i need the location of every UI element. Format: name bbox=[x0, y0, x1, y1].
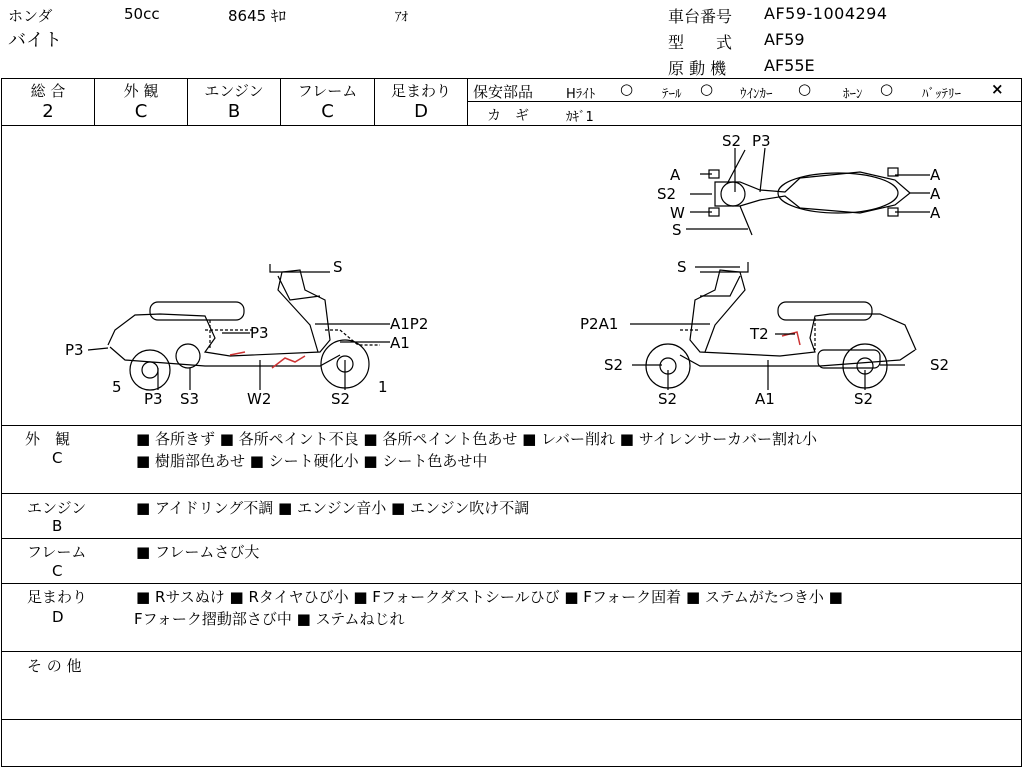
grade-label-engine: エンジン bbox=[204, 82, 264, 100]
divider bbox=[1, 583, 1022, 584]
divider bbox=[1, 425, 1022, 426]
remark-line: ■ Rサスぬけ ■ Rタイヤひび小 ■ Fフォークダストシールひび ■ Fフォーク固着 ■ ステムがたつき小 ■ bbox=[136, 588, 843, 606]
type-value: AF59 bbox=[764, 30, 805, 49]
remark-line: ■ 樹脂部色あせ ■ シート硬化小 ■ シート色あせ中 bbox=[136, 452, 488, 470]
diagram-label: S3 bbox=[180, 390, 200, 408]
safety-item-battery: ﾊﾞｯﾃﾘｰ bbox=[922, 87, 961, 102]
diagram-label: T2 bbox=[750, 325, 769, 343]
engine-label: 原 動 機 bbox=[668, 59, 727, 78]
type-label: 型 式 bbox=[668, 33, 733, 52]
grade-value-suspension: D bbox=[414, 101, 428, 122]
diagram-label: S bbox=[672, 221, 682, 239]
diagram-label: A1P2 bbox=[390, 315, 429, 333]
scooter-diagram bbox=[0, 126, 1024, 424]
mileage: 8645 ｷﾛ bbox=[228, 7, 286, 25]
remark-label-frame: フレーム bbox=[27, 543, 87, 561]
remark-line: Fフォーク摺動部さび中 ■ ステムねじれ bbox=[134, 610, 405, 628]
grade-value-frame: C bbox=[321, 101, 334, 122]
engine-value: AF55E bbox=[764, 56, 815, 75]
grade-value-exterior: C bbox=[134, 101, 148, 122]
remark-label-suspension: 足まわり bbox=[27, 588, 88, 606]
safety-mark-winker: ○ bbox=[798, 80, 812, 98]
safety-mark-headlight: ○ bbox=[620, 80, 634, 98]
remark-label-engine: エンジン bbox=[27, 499, 87, 517]
left-side-scooter bbox=[88, 264, 390, 390]
divider bbox=[1, 651, 1022, 652]
remark-grade-frame: C bbox=[52, 562, 63, 580]
diagram-label: P2A1 bbox=[580, 315, 619, 333]
frame-no-label: 車台番号 bbox=[668, 7, 733, 26]
divider bbox=[1, 493, 1022, 494]
frame-no: AF59-1004294 bbox=[764, 4, 888, 23]
diagram-label: A1 bbox=[390, 334, 410, 352]
key-label: カ ギ bbox=[487, 108, 529, 124]
remark-label-exterior: 外 観 bbox=[25, 430, 71, 448]
safety-item-winker: ｳｲﾝｶｰ bbox=[740, 87, 773, 102]
diagram-label: 5 bbox=[112, 378, 122, 396]
remark-label-other: そ の 他 bbox=[27, 657, 82, 675]
remark-grade-exterior: C bbox=[52, 449, 63, 467]
top-view-scooter bbox=[686, 148, 930, 235]
divider bbox=[467, 78, 468, 125]
grade-label-overall: 総 合 bbox=[30, 82, 66, 100]
diagram-label: S2 bbox=[854, 390, 874, 408]
diagram-label: S2 bbox=[604, 356, 624, 374]
safety-mark-tail: ○ bbox=[700, 80, 714, 98]
diagram-label: W2 bbox=[247, 390, 272, 408]
color: ｱｵ bbox=[395, 10, 408, 25]
diagram-label: S2 bbox=[657, 185, 677, 203]
maker: ホンダ bbox=[8, 7, 53, 25]
diagram-label: P3 bbox=[752, 132, 771, 150]
grade-label-frame: フレーム bbox=[297, 82, 358, 100]
remark-grade-suspension: D bbox=[52, 608, 64, 626]
diagram-label: A bbox=[670, 166, 681, 184]
model-name: バイト bbox=[8, 30, 62, 51]
safety-item-tail: ﾃｰﾙ bbox=[662, 87, 682, 102]
divider bbox=[1, 719, 1022, 720]
remark-line: ■ 各所きず ■ 各所ペイント不良 ■ 各所ペイント色あせ ■ レバー削れ ■ サイレンサーカバー割れ小 bbox=[136, 430, 818, 448]
diagram-label: S2 bbox=[722, 132, 742, 150]
diagram-label: A bbox=[930, 204, 941, 222]
diagram-label: S2 bbox=[331, 390, 351, 408]
diagram-label: 1 bbox=[378, 378, 388, 396]
diagram-label: A bbox=[930, 166, 941, 184]
diagram-label: A1 bbox=[755, 390, 775, 408]
safety-item-headlight: Hﾗｲﾄ bbox=[566, 87, 596, 102]
safety-label: 保安部品 bbox=[473, 83, 534, 101]
diagram-label: A bbox=[930, 185, 941, 203]
right-side-scooter bbox=[630, 262, 916, 390]
grade-value-overall: 2 bbox=[42, 101, 54, 122]
diagram-label: S bbox=[677, 258, 687, 276]
diagram-label: P3 bbox=[144, 390, 163, 408]
diagram-label: S bbox=[333, 258, 343, 276]
key-value: ｶｷﾞ1 bbox=[566, 110, 594, 125]
diagram-label: P3 bbox=[250, 324, 269, 342]
diagram-label: S2 bbox=[658, 390, 678, 408]
divider bbox=[1, 538, 1022, 539]
remark-grade-engine: B bbox=[52, 517, 63, 535]
right-view-labels bbox=[580, 258, 949, 408]
remark-line: ■ フレームさび大 bbox=[136, 543, 260, 561]
diagram-label: S2 bbox=[930, 356, 950, 374]
grade-label-suspension: 足まわり bbox=[390, 82, 451, 100]
safety-mark-battery: × bbox=[991, 80, 1004, 98]
grade-label-exterior: 外 観 bbox=[123, 82, 159, 100]
safety-mark-horn: ○ bbox=[880, 80, 894, 98]
grade-value-engine: B bbox=[227, 101, 241, 122]
top-view-labels bbox=[657, 132, 941, 239]
diagram-label: P3 bbox=[65, 341, 84, 359]
displacement: 50cc bbox=[124, 5, 160, 23]
remark-line: ■ アイドリング不調 ■ エンジン音小 ■ エンジン吹け不調 bbox=[136, 499, 530, 517]
safety-item-horn: ﾎｰﾝ bbox=[843, 87, 863, 102]
diagram-label: W bbox=[670, 204, 685, 222]
